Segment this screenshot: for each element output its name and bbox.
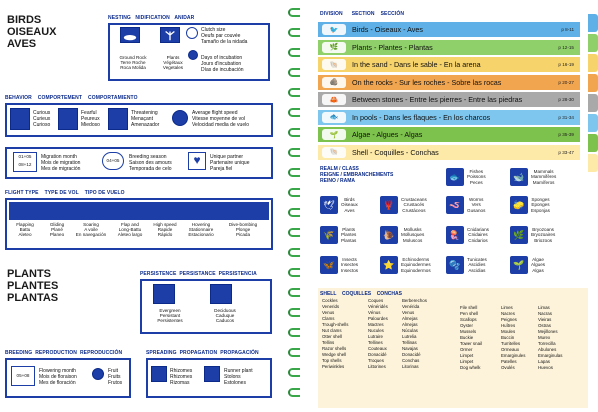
plants-title: PLANTS PLANTES PLANTAS (7, 268, 59, 304)
category-label: Mollusks Mollusques Moluscos (401, 227, 425, 243)
division-band[interactable] (318, 145, 580, 160)
behavior-header: BEHAVIOR COMPORTEMENT COMPORTAMIENTO (5, 95, 138, 101)
category-icon: 🦋 (320, 256, 338, 274)
shell-name: Clams (322, 316, 335, 321)
shell-name: Limpet (460, 353, 474, 358)
division-band[interactable] (318, 57, 580, 72)
division-band[interactable] (318, 92, 580, 107)
flight-header: FLIGHT TYPE TYPE DE VOL TIPO DE VUELO (5, 190, 125, 196)
migration-label: Migration month Mois de migration Mes de migración (41, 154, 81, 172)
category-icon: 🦞 (380, 196, 398, 214)
breeding-label: Breeding season Saison des amours Temporada de celo (129, 154, 172, 172)
shell-header: SHELL COQUILLES CONCHAS (320, 291, 402, 297)
category-label: Fishes Poissons Peces (467, 169, 486, 185)
plants-label: Plants Végétaux Vegetales (162, 55, 184, 71)
shell-name: Almejas (402, 316, 418, 321)
division-label: In the sand - Dans le sable - En la arena (352, 60, 481, 69)
section-tabs (588, 14, 598, 406)
shell-name: Turritelles (501, 341, 521, 346)
category-label: Mammals Mammifères Mamíferos (531, 169, 557, 185)
category-label: Bryozoans Bryozoaires Briozoos (531, 227, 556, 243)
flowering-date-icon: 05+08 (11, 366, 35, 386)
realm-header: REALM / CLASS REIGNE / EMBRANCHEMENTS REINO / RAMA (320, 166, 394, 184)
shell-name: Núculas (402, 328, 418, 333)
curious-label: Curious Curieux Curioso (33, 110, 51, 128)
shell-name: Tellinas (402, 340, 417, 345)
shell-name: Mussels (460, 329, 477, 334)
category-item[interactable] (510, 164, 556, 190)
shell-name: Oyster (460, 323, 473, 328)
section-tab[interactable] (588, 134, 598, 152)
flight-type-gliding: Gliding Plané Planeo (49, 222, 65, 238)
shell-name: Limas (538, 305, 550, 310)
shell-name: Nut clams (322, 328, 342, 333)
division-band[interactable] (318, 22, 580, 37)
shell-name: Vieiras (538, 317, 552, 322)
division-band[interactable] (318, 40, 580, 55)
shell-name: Ormeaux (501, 347, 520, 352)
category-label: Echinoderms Equinodermes Equinodermos (401, 257, 431, 273)
ground-rock-label: Ground Rock Terre Roche Roca Molida (119, 55, 147, 71)
division-label: Algae - Algues - Algas (352, 130, 423, 139)
shell-name: Pen shell (460, 311, 479, 316)
category-item[interactable] (510, 222, 555, 248)
shell-name: Conchas (402, 358, 420, 363)
shell-name: Patelles (501, 359, 517, 364)
shell-name: Donacidé (368, 352, 387, 357)
shell-name: Limes (501, 305, 513, 310)
category-icon: 🌱 (510, 256, 528, 274)
clutch-egg-icon (186, 27, 198, 39)
shell-col-fr-2 (501, 305, 525, 371)
category-label: Birds Oiseaux Aves (341, 197, 358, 213)
flight-speed-label: Average flight speed Vitesse moyenne de vol Velocidad media de vuelo (192, 110, 249, 128)
category-label: Plants Plantes Plantas (341, 227, 357, 243)
category-item[interactable] (446, 222, 489, 248)
migration-date-icon: 01+05 08+12 (13, 152, 37, 172)
shell-name: Razor shells (322, 346, 347, 351)
shell-name: Lapas (538, 359, 550, 364)
category-icon: 🌾 (320, 226, 338, 244)
section-icon: 🌿 (322, 42, 346, 53)
category-icon: 🌿 (510, 226, 528, 244)
shell-name: Wedge shell (322, 352, 347, 357)
shell-name: Troques (368, 358, 384, 363)
shell-name: Berberechos (402, 298, 427, 303)
category-icon: 🐟 (446, 168, 464, 186)
heart-icon: ♥ (188, 152, 206, 170)
fearful-icon (58, 108, 78, 130)
deciduous-label: Deciduous Caduque Caducos (214, 308, 236, 324)
fearful-label: Fearful Peureux Miedoso (81, 110, 100, 128)
page-ref: p 20-27 (558, 79, 574, 85)
partner-label: Unique partner Partenaire unique Pareja fiel (210, 154, 250, 172)
shell-name: Buckie (460, 335, 474, 340)
shell-name: Vénus (368, 310, 381, 315)
shell-name: Torrecilla (538, 341, 556, 346)
shell-name: Trough-shells (322, 322, 349, 327)
threatening-label: Threatening Menaçant Amenazador (131, 110, 160, 128)
page-ref: p 31-34 (558, 114, 574, 120)
runner-icon (204, 366, 220, 382)
page-ref: p 16-19 (558, 62, 574, 67)
shell-name: Tellins (322, 340, 335, 345)
section-tab[interactable] (588, 154, 598, 172)
clutch-labels: Clutch size Oeufs par couvée Tamaño de la nidada (201, 27, 248, 45)
shell-name: Huîtres (501, 323, 516, 328)
shell-name: Lutraire (368, 334, 383, 339)
shell-name: Ovulés (501, 365, 515, 370)
evergreen-icon (153, 284, 175, 304)
flight-type-flapping: Flapping Battu Aleteo (16, 222, 34, 238)
evergreen-label: Evergreen Persistant Persistentes (157, 308, 183, 324)
persistence-header: PERSISTENCE PERSISTANCE PERSISTENCIA (140, 271, 257, 277)
category-icon: 🪱 (446, 196, 464, 214)
shell-name: Huevos (538, 365, 553, 370)
section-tab[interactable] (588, 74, 598, 92)
division-band[interactable] (318, 110, 580, 125)
shell-name: Nucules (368, 328, 384, 333)
division-label: Shell - Coquilles - Conchas (352, 147, 439, 157)
flight-type-flap-long: Flap and Long-Battu Aleteo largo (117, 222, 143, 238)
category-icon: ⭐ (380, 256, 398, 274)
category-icon: 🧽 (510, 196, 528, 214)
category-icon: 🐋 (510, 168, 528, 186)
category-item[interactable] (510, 192, 550, 218)
section-icon: 🐚 (322, 147, 346, 158)
shell-name: File shell (460, 305, 478, 310)
flight-icons-strip (9, 202, 269, 220)
shell-col-en-2 (460, 305, 482, 371)
shell-name: Mactres (368, 322, 384, 327)
division-band[interactable] (318, 75, 580, 90)
shell-name: Peignes (501, 317, 517, 322)
shell-name: Cockles (322, 298, 338, 303)
category-item[interactable] (446, 164, 486, 190)
shell-name: Nacras (538, 311, 552, 316)
shell-name: Lutrelia (402, 334, 417, 339)
category-item[interactable] (320, 222, 356, 248)
division-label: In pools - Dans les flaques - En los charcos (352, 112, 491, 122)
category-icon: 🪼 (446, 226, 464, 244)
nesting-header: NESTING NIDIFICATION ANIDAR (108, 15, 195, 21)
flight-type-hovering: Hovering Stationnaire Estacionario (188, 222, 214, 238)
category-label: Sponges Eponges Esponjas (531, 197, 550, 213)
breeding-date-icon: 04+05 (102, 152, 124, 170)
section-icon: 🌱 (322, 129, 346, 140)
division-label: Birds - Oiseaux - Aves (352, 25, 423, 34)
rhizome-icon (151, 366, 167, 382)
section-tab[interactable] (588, 114, 598, 132)
shell-name: Dog whelk (460, 365, 481, 370)
shell-name: Venérida (402, 304, 420, 309)
shell-name: Periwinkles (322, 364, 345, 369)
shell-name: Almejas (402, 322, 418, 327)
spreading-header: SPREADING PROPAGATION PROPAGACIÓN (146, 350, 259, 356)
incubation-labels: Days of incubation Jours d'incubation Días de incubación (201, 55, 244, 73)
category-item[interactable] (510, 252, 545, 278)
fruit-label: Fruit Fruits Frutos (108, 368, 123, 386)
category-icon: 🕊 (320, 196, 338, 214)
section-icon: 🐟 (322, 112, 346, 123)
page-ref: p 33-47 (558, 149, 574, 155)
shell-col-en (322, 298, 348, 370)
shell-name: Buccin (501, 335, 515, 340)
category-item[interactable] (446, 252, 487, 278)
incubation-icon (188, 50, 198, 60)
shell-name: Couteaux (368, 346, 387, 351)
flight-type-high-speed: High speed Rapide Rápido (153, 222, 177, 238)
page-ref: p 35-39 (558, 132, 574, 137)
shell-name: Moules (501, 329, 516, 334)
deciduous-icon (210, 284, 232, 304)
shell-name: Limpet (460, 359, 474, 364)
shell-name: Abulones (538, 347, 557, 352)
birds-title: BIRDS OISEAUX AVES (7, 14, 57, 50)
category-item[interactable] (380, 252, 431, 278)
flowering-label: Flowering month Mois de floraison Mes de floración (39, 368, 77, 386)
category-item[interactable] (320, 192, 358, 218)
division-label: Between stones - Entre les pierres - Entre las piedras (352, 95, 523, 104)
category-label: Algae Algues Algas (531, 257, 546, 273)
category-item[interactable] (320, 252, 358, 278)
category-label: Insects Insectes Insectos (341, 257, 359, 273)
page-ref: p 28-30 (558, 97, 574, 102)
ground-nest-icon (120, 27, 140, 43)
shell-name: Top shells (322, 358, 342, 363)
category-label: Cnidarians Cnidaires Cnidarios (467, 227, 489, 243)
flight-type-soaring: Soaring A voile En navegación (75, 222, 107, 238)
shell-name: Ostras (538, 323, 551, 328)
rhizomes-label: Rhizomes Rhizomes Rizomas (170, 368, 193, 386)
shell-name: Venus (402, 310, 415, 315)
shell-name: Coques (368, 298, 384, 303)
category-label: Crustaceans Crustacés Crustáceos (401, 197, 427, 213)
shell-name: Litorinas (402, 364, 419, 369)
division-label: Plants - Plantes - Plantas (352, 42, 433, 52)
shell-name: Tower snail (460, 341, 482, 346)
category-label: Tunicates Ascidies Ascidias (467, 257, 487, 273)
shell-name: Emarginules (501, 353, 526, 358)
flight-type-dive: Dive-bombing Plonge Picada (228, 222, 258, 238)
threatening-icon (108, 108, 128, 130)
shell-name: Navajas (402, 346, 418, 351)
division-label: On the rocks - Sur les roches - Sobre las rocas (352, 77, 502, 87)
runner-label: Runner plant Stolons Estolones (224, 368, 253, 386)
shell-name: Donacidé (402, 352, 421, 357)
shell-name: Emarginulas (538, 353, 563, 358)
shell-name: Nacres (501, 311, 515, 316)
category-item[interactable] (446, 192, 485, 218)
shell-name: Murex (538, 335, 551, 340)
section-tab[interactable] (588, 34, 598, 52)
breeding-header: BREEDING REPRODUCTION REPRODUCCIÓN (5, 350, 123, 356)
curious-icon (10, 108, 30, 130)
category-icon: 🐌 (380, 226, 398, 244)
shell-name: Otter shell (322, 334, 343, 339)
shell-name: Ormer (460, 347, 473, 352)
section-icon: 🐦 (322, 24, 346, 35)
plant-nest-icon (160, 27, 180, 43)
division-header: DIVISION SECTION SECCIÓN (320, 11, 405, 17)
left-page (0, 0, 292, 412)
shell-col-es (402, 298, 427, 370)
section-icon: 🪨 (322, 77, 346, 88)
shell-name: Venus (322, 310, 335, 315)
category-item[interactable] (380, 192, 427, 218)
page-ref: p 8-11 (561, 27, 574, 32)
shell-name: Vénéridés (368, 304, 388, 309)
shell-col-es-2 (538, 305, 562, 371)
shell-name: Scallops (460, 317, 477, 322)
section-tab[interactable] (588, 14, 598, 32)
shell-name: Venerids (322, 304, 340, 309)
speed-icon (172, 110, 188, 126)
shell-name: Littorines (368, 364, 386, 369)
shell-col-fr (368, 298, 388, 370)
page-ref: p 12-15 (558, 44, 574, 50)
fruit-icon (92, 368, 104, 380)
category-label: Worms Vers Gusanos (467, 197, 486, 213)
shell-name: Mejillones (538, 329, 558, 334)
division-band[interactable] (318, 127, 580, 142)
section-tab[interactable] (588, 54, 598, 72)
category-icon: 🫧 (446, 256, 464, 274)
section-icon: 🐚 (322, 59, 346, 70)
category-item[interactable] (380, 222, 424, 248)
section-icon: 🦀 (322, 94, 346, 105)
section-tab[interactable] (588, 94, 598, 112)
shell-name: Tellines (368, 340, 383, 345)
shell-name: Palourdes (368, 316, 388, 321)
